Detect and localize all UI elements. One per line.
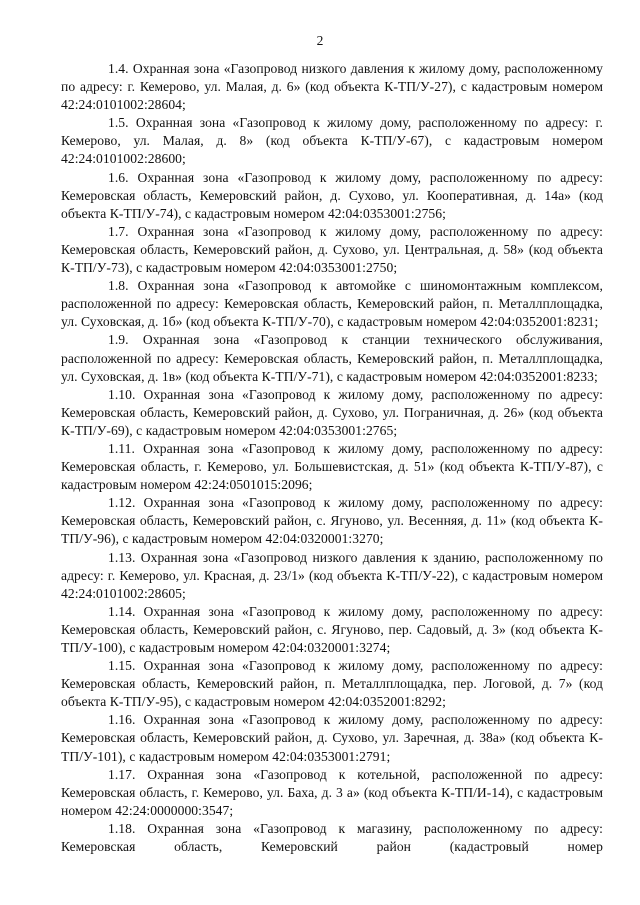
paragraph-1-6: 1.6. Охранная зона «Газопровод к жилому дому, расположенному по адресу: Кемеровская область, Кемеровский район, д. Сухово, ул. Кооперативная, д. 14а» (код объекта К-ТП/У-74), с кадастровым номером 42:04:0353001:2756;: [61, 169, 603, 221]
paragraph-1-18: 1.18. Охранная зона «Газопровод к магазину, расположенному по адресу: Кемеровская область, Кемеровский район (кадастровый номер: [61, 820, 603, 855]
paragraph-1-4: 1.4. Охранная зона «Газопровод низкого давления к жилому дому, расположенному по адресу: г. Кемерово, ул. Малая, д. 6» (код объекта К-ТП/У-27), с кадастровым номером 42:24:0101002:28604;: [61, 61, 603, 113]
page-number: 2: [316, 33, 324, 48]
paragraph-1-7: 1.7. Охранная зона «Газопровод к жилому дому, расположенному по адресу: Кемеровская область, Кемеровский район, д. Сухово, ул. Центральная, д. 58» (код объекта К-ТП/У-73), с кадастровым номером 42:04:0353001:2750;: [61, 223, 603, 276]
paragraph-1-8: 1.8. Охранная зона «Газопровод к автомойке с шиномонтажным комплексом, расположенной по адресу: Кемеровская область, Кемеровский район, п. Металлплощадка, ул. Суховская, д. 1б» (код объекта К-ТП/У-70), с кадастровым номером 42:04:0352001:8231;: [61, 278, 603, 330]
paragraph-1-10: 1.10. Охранная зона «Газопровод к жилому дому, расположенному по адресу: Кемеровская область, Кемеровский район, д. Сухово, ул. Пограничная, д. 26» (код объекта К-ТП/У-69), с кадастровым номером 42:04:0353001:2765;: [61, 386, 603, 438]
paragraph-1-15: 1.15. Охранная зона «Газопровод к жилому дому, расположенному по адресу: Кемеровская область, Кемеровский район, п. Металлплощадка, пер. Логовой, д. 7» (код объекта К-ТП/У-95), с кадастровым номером 42:04:0352001:8292;: [61, 658, 603, 710]
paragraph-1-13: 1.13. Охранная зона «Газопровод низкого давления к зданию, расположенному по адресу: г. Кемерово, ул. Красная, д. 23/1» (код объекта К-ТП/У-22), с кадастровым номером 42:24:0101002:28605;: [61, 549, 603, 601]
paragraph-1-9: 1.9. Охранная зона «Газопровод к станции технического обслуживания, расположенной по адресу: Кемеровская область, Кемеровский район, п. Металлплощадка, ул. Суховская, д. 1в» (код объекта К-ТП/У-71), с кадастровым номером 42:04:0352001:8233;: [61, 332, 603, 384]
paragraph-1-17: 1.17. Охранная зона «Газопровод к котельной, расположенной по адресу: Кемеровская область, г. Кемерово, ул. Баха, д. 3 а» (код объекта К-ТП/И-14), с кадастровым номером 42:24:0000000:3547;: [61, 766, 603, 818]
document-body: [61, 60, 603, 856]
paragraph-1-16: 1.16. Охранная зона «Газопровод к жилому дому, расположенному по адресу: Кемеровская область, Кемеровский район, д. Сухово, ул. Заречная, д. 38а» (код объекта К-ТП/У-101), с кадастровым номером 42:04:0353001:2791;: [61, 712, 603, 764]
paragraph-1-11: 1.11. Охранная зона «Газопровод к жилому дому, расположенному по адресу: Кемеровская область, г. Кемерово, ул. Большевистская, д. 51» (код объекта К-ТП/У-87), с кадастровым номером 42:24:0501015:2096;: [61, 440, 603, 493]
paragraph-1-14: 1.14. Охранная зона «Газопровод к жилому дому, расположенному по адресу: Кемеровская область, Кемеровский район, с. Ягуново, пер. Садовый, д. 3» (код объекта К-ТП/У-100), с кадастровым номером 42:04:0320001:3274;: [61, 603, 603, 655]
paragraph-1-12: 1.12. Охранная зона «Газопровод к жилому дому, расположенному по адресу: Кемеровская область, Кемеровский район, с. Ягуново, ул. Весенняя, д. 11» (код объекта К-ТП/У-96), с кадастровым номером 42:04:0320001:3270;: [61, 495, 603, 547]
paragraph-1-5: 1.5. Охранная зона «Газопровод к жилому дому, расположенному по адресу: г. Кемерово, ул. Малая, д. 8» (код объекта К-ТП/У-67), с кадастровым номером 42:24:0101002:28600;: [61, 115, 603, 167]
